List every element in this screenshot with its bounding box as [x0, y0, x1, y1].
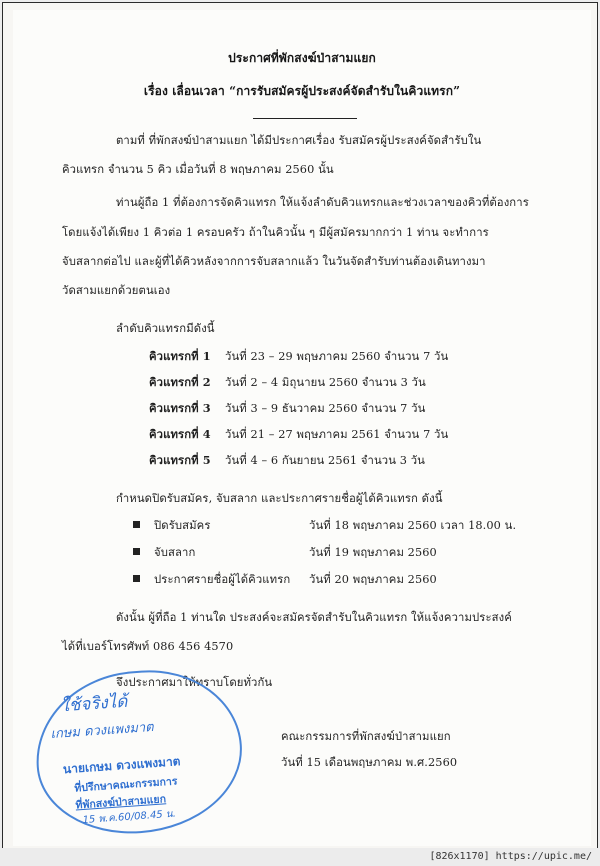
queue-label: คิวแทรกที่ 4	[149, 427, 211, 441]
para3-line1: ดังนั้น ผู้ที่ถือ 1 ท่านใด ประสงค์จะสมัครจัดสำรับในคิวแทรก ให้แจ้งความประสงค์	[116, 611, 512, 624]
queue-detail: วันที่ 2 – 4 มิถุนายน 2560 จำนวน 3 วัน	[225, 376, 426, 389]
queue-label: คิวแทรกที่ 2	[149, 375, 211, 389]
queue-label: คิวแทรกที่ 3	[149, 401, 211, 415]
queue-detail: วันที่ 4 – 6 กันยายน 2561 จำนวน 3 วัน	[225, 454, 425, 467]
closing-line: จึงประกาศมาให้ทราบโดยทั่วกัน	[116, 676, 273, 689]
bullet-icon	[133, 521, 140, 528]
para2-line1: ท่านผู้ถือ 1 ที่ต้องการจัดคิวแทรก ให้แจ้งลำดับคิวแทรกและช่วงเวลาของคิวที่ต้องการ	[116, 196, 529, 209]
para2-line2: โดยแจ้งได้เพียง 1 คิวต่อ 1 ครอบครัว ถ้าในคิวนั้น ๆ มีผู้สมัครมากกว่า 1 ท่าน จะทำการ	[62, 226, 489, 239]
signer-date: วันที่ 15 เดือนพฤษภาคม พ.ศ.2560	[281, 756, 458, 769]
queue-label: คิวแทรกที่ 5	[149, 453, 211, 467]
schedule-date: วันที่ 18 พฤษภาคม 2560 เวลา 18.00 น.	[309, 519, 517, 532]
title-divider	[253, 118, 357, 119]
image-host-footer	[0, 848, 600, 866]
footer-text: [826x1170] https://upic.me/	[429, 851, 592, 862]
stamp-handwriting: เกษม ดวงแพงมาต	[50, 719, 155, 743]
stamp-role: ที่ปรึกษาคณะกรรมการ	[73, 775, 178, 795]
schedule-heading: กำหนดปิดรับสมัคร, จับสลาก และประกาศรายชื่อผู้ได้คิวแทรก ดังนี้	[116, 492, 443, 505]
stamp-handwriting: 15 พ.ค.60/08.45 น.	[82, 808, 177, 827]
schedule-item: ปิดรับสมัคร	[133, 516, 211, 534]
queue-detail: วันที่ 3 – 9 ธันวาคม 2560 จำนวน 7 วัน	[225, 402, 426, 415]
stamp-name: นายเกษม ดวงแพงมาต	[62, 754, 181, 777]
queue-label: คิวแทรกที่ 1	[149, 349, 211, 363]
para3-line2: ได้ที่เบอร์โทรศัพท์ 086 456 4570	[62, 640, 234, 653]
schedule-date: วันที่ 19 พฤษภาคม 2560	[309, 546, 437, 559]
stamp-role: ที่พักสงฆ์ป่าสามแยก	[75, 793, 167, 812]
queue-detail: วันที่ 23 – 29 พฤษภาคม 2560 จำนวน 7 วัน	[225, 350, 449, 363]
queue-heading: ลำดับคิวแทรกมีดังนี้	[116, 322, 215, 335]
stamp-handwriting: ใช้จริงได้	[59, 691, 128, 717]
schedule-date: วันที่ 20 พฤษภาคม 2560	[309, 573, 437, 586]
schedule-item: ประกาศรายชื่อผู้ได้คิวแทรก	[133, 570, 290, 588]
title-line-1: ประกาศที่พักสงฆ์ป่าสามแยก	[228, 51, 376, 65]
document-frame	[2, 2, 598, 850]
schedule-item: จับสลาก	[133, 543, 195, 561]
signer-org: คณะกรรมการที่พักสงฆ์ป่าสามแยก	[281, 730, 451, 743]
bullet-icon	[133, 575, 140, 582]
para2-line3: จับสลากต่อไป และผู้ที่ได้คิวหลังจากการจับสลากแล้ว ในวันจัดสำรับท่านต้องเดินทางมา	[62, 255, 486, 268]
title-line-2: เรื่อง เลื่อนเวลา “การรับสมัครผู้ประสงค์จัดสำรับในคิวแทรก”	[143, 84, 461, 98]
para2-line4: วัดสามแยกด้วยตนเอง	[62, 284, 171, 297]
bullet-icon	[133, 548, 140, 555]
para1-line2: คิวแทรก จำนวน 5 คิว เมื่อวันที่ 8 พฤษภาคม 2560 นั้น	[62, 163, 334, 176]
para1-line1: ตามที่ ที่พักสงฆ์ป่าสามแยก ได้มีประกาศเรื่อง รับสมัครผู้ประสงค์จัดสำรับใน	[116, 134, 482, 147]
queue-detail: วันที่ 21 – 27 พฤษภาคม 2561 จำนวน 7 วัน	[225, 428, 449, 441]
